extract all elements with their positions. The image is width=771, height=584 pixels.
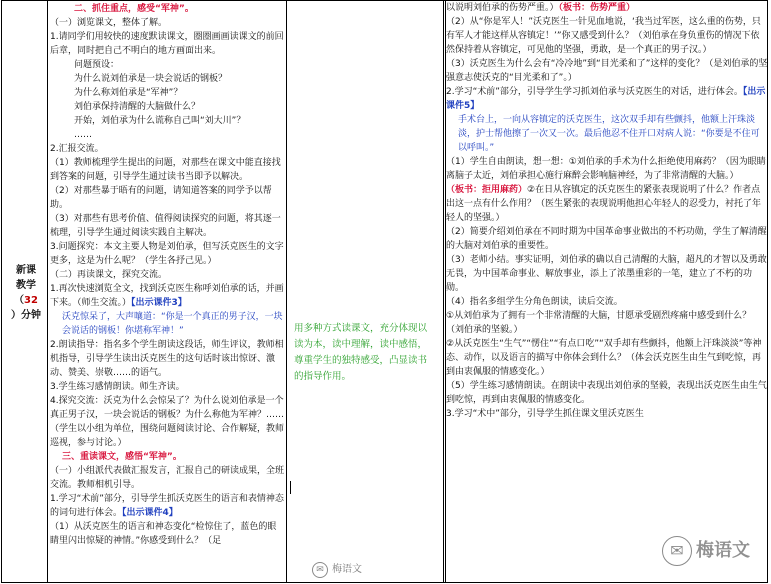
paragraph: 2.朗读指导：指名多个学生朗读这段话，师生评议，教师相机指导，引导学生读出沃克医生的这句话时该出惊讶、激动、赞美、崇敬……的语气。 bbox=[50, 340, 284, 378]
paragraph: （1）学生自由朗读，想一想：①刘伯承的手术为什么拒绝使用麻药？（因为眼睛离脑子太近，刘伯承担心施行麻醉会影响脑神经，为了非常清醒的大脑。） bbox=[446, 157, 766, 181]
slide-tag: 【出示课件3】 bbox=[131, 298, 187, 308]
label-line: ）分钟 bbox=[11, 310, 41, 321]
section-label-cell bbox=[4, 1, 48, 584]
board-note: （板书：拒用麻药） bbox=[446, 185, 528, 195]
section-heading: 三、重读课文，感悟“军神”。 bbox=[62, 452, 182, 462]
paragraph: （4）指名多组学生分角色朗读，读后交流。 bbox=[446, 297, 623, 307]
paragraph: ②从沃克医生“生气”“愣住”“有点口吃”“双手却有些颤抖，他额上汗珠淡淡”等神态、动作，以及语言的描写中你体会到什么？（体会沃克医生由生气到吃惊，再到由衷佩服的情感变化。） bbox=[446, 339, 762, 377]
teaching-process-cell-continued bbox=[446, 1, 768, 584]
watermark-text: 梅语文 bbox=[332, 564, 362, 575]
paragraph: 1.学习“术前”部分，引导学生抓沃克医生的语言和表情神态的词句进行体会。【出示课件4】 bbox=[50, 494, 284, 518]
design-intent-cell bbox=[288, 1, 441, 584]
slide-tag: 【出示课件5】 bbox=[446, 87, 766, 111]
question-item: 刘伯承保持清醒的大脑做什么？ bbox=[74, 102, 201, 112]
teaching-process-cell bbox=[50, 1, 285, 584]
paragraph: （2）简要介绍刘伯承在不同时期为中国革命事业做出的不朽功勋，学生了解清醒的大脑对刘伯承的重要性。 bbox=[446, 227, 767, 251]
label-line: 新课 bbox=[16, 265, 36, 276]
column-divider bbox=[443, 1, 444, 582]
paragraph: （二）再读课文，探究交流。 bbox=[50, 270, 168, 280]
design-intent-note: 用多种方式读课文，充分体现以读为本，读中理解，读中感悟，尊重学生的独特感受，凸显读书的指导作用。 bbox=[294, 323, 428, 382]
text-cursor bbox=[290, 481, 291, 494]
paragraph: 以说明刘伯承的伤势严重。）（板书：伤势严重） bbox=[446, 3, 636, 13]
paragraph: （3）老师小结。事实证明，刘伯承的确以自己清醒的大脑，超凡的才智以及勇敢无畏，为中国革命事业、解放事业，添上了浓墨重彩的一笔，建立了不朽的功勋。 bbox=[446, 255, 767, 293]
label-line: 教学 bbox=[16, 280, 36, 291]
paragraph: （2）对那些暴于晤有的问题，请知道答案的同学予以帮助。 bbox=[50, 186, 272, 210]
label-minutes-line: （32 bbox=[14, 295, 38, 306]
question-item: 开始，刘伯承为什么谎称自己叫“刘大川”？ bbox=[74, 116, 246, 126]
wechat-icon: ✉ bbox=[312, 562, 328, 578]
column-divider bbox=[286, 1, 287, 582]
paragraph: （3）对那些有思考价值、值得阅读探究的问题，将其逐一梳理，引导学生通过阅读实践自主解决。 bbox=[50, 214, 281, 238]
watermark-small bbox=[312, 562, 362, 578]
wechat-icon: ✉ bbox=[662, 536, 692, 566]
question-item: 为什么称刘伯承是“军神”？ bbox=[74, 88, 183, 98]
paragraph: （5）学生练习感情朗读。在朗读中表现出刘伯承的坚毅，表现出沃克医生由生气到吃惊，再到由衷佩服的情感变化。 bbox=[446, 381, 767, 405]
lesson-plan-table bbox=[1, 0, 768, 583]
paragraph: （3）沃克医生为什么会有“冷冷地”到“目光柔和了”这样的变化？（是刘伯承的坚强意志使沃克的“目光柔和了”。） bbox=[446, 59, 768, 83]
paragraph: （板书：拒用麻药）②在日从容镇定的沃克医生的紧张表现说明了什么？作者点出这一点有什么作用？（医生紧张的表现说明他担心年轻人的忍受力，衬托了年轻人的坚强。） bbox=[446, 185, 762, 223]
board-note: （板书：伤势严重） bbox=[558, 3, 636, 13]
section-heading: 二、抓住重点，感受“军神”。 bbox=[74, 4, 194, 14]
paragraph: 1.请同学们用较快的速度默读课文，圈圈画画读课文的前回后章，同时把自己不明白的地方画面出来。 bbox=[50, 32, 284, 56]
slide-tag: 【出示课件4】 bbox=[122, 508, 178, 518]
paragraph: （1）教师梳理学生提出的问题，对那些在课文中能直接找到答案的问题，引导学生通过读书当即予以解决。 bbox=[50, 158, 281, 182]
paragraph: 2.汇报交流。 bbox=[50, 144, 104, 154]
paragraph: （2）从“你是军人！”沃克医生一针见血地说，‘我当过军医，这么重的伤势，只有军人才能这样从容镇定！’”你又感受到什么？（刘伯承在身负重伤的情况下依然保持着从容镇定，可见他的坚强，勇敢，是一个真正的男子汉。） bbox=[446, 17, 761, 55]
paragraph: 2.学习“术前”部分，引导学生学习抓刘伯承与沃克医生的对话，进行体会。【出示课件5】 bbox=[446, 87, 766, 111]
section-label bbox=[4, 263, 48, 323]
watermark-text: 梅语文 bbox=[696, 540, 750, 561]
paragraph: （一）小组派代表做汇报发言，汇报自己的研读成果，全班交流。教师相机引导。 bbox=[50, 466, 285, 490]
minutes-value: 32 bbox=[24, 295, 38, 306]
quote-paragraph: 沃克惊呆了，大声嚷道：“你是一个真正的男子汉，一块会说话的钢板！你堪称军神！” bbox=[62, 312, 283, 336]
paragraph: ①从刘伯承为了拥有一个非常清醒的大脑，甘愿承受剧烈疼痛中感受到什么？（刘伯承的坚毅。） bbox=[446, 311, 752, 335]
question-item: 问题预设： bbox=[74, 60, 120, 70]
question-item: 为什么说刘伯承是一块会说话的钢板？ bbox=[74, 74, 228, 84]
quote-paragraph: 手术台上，一向从容镇定的沃克医生，这次双手却有些颤抖，他额上汗珠淡淡，护士帮他擦了一次又一次。最后他忍不住开口对病人说：“你要是不住可以呼叫。” bbox=[458, 115, 760, 153]
paragraph: （一）浏览课文，整体了解。 bbox=[50, 18, 168, 28]
paragraph: 3.问题探究：本文主要人物是刘伯承，但写沃克医生的文字更多，这是为什么呢？（学生各抒己见。） bbox=[50, 242, 284, 266]
watermark-big bbox=[662, 536, 750, 566]
paragraph: 3.学习“术中”部分，引导学生抓住课文里沃克医生 bbox=[446, 409, 644, 419]
paragraph: 1.再次快速浏览全文，找到沃克医生称呼刘伯承的话，并画下来。（师生交流。）【出示课件3】 bbox=[50, 284, 284, 308]
paragraph: 4.探究交流：沃克为什么会惊呆了？为什么说刘伯承是一个真正男子汉，一块会说话的钢板？为什么称他为军神？……（学生以小组为单位，围绕问题阅读讨论、合作解疑，教师巡视，参与讨论。） bbox=[50, 396, 285, 448]
question-item: …… bbox=[74, 130, 92, 140]
paragraph: （1）从沃克医生的语言和神态变化“检惊住了，蓝色的眼睛里闪出惊疑的神情。”你感受到什么？（足 bbox=[50, 522, 277, 546]
paragraph: 3.学生练习感情朗读。师生齐读。 bbox=[50, 382, 185, 392]
